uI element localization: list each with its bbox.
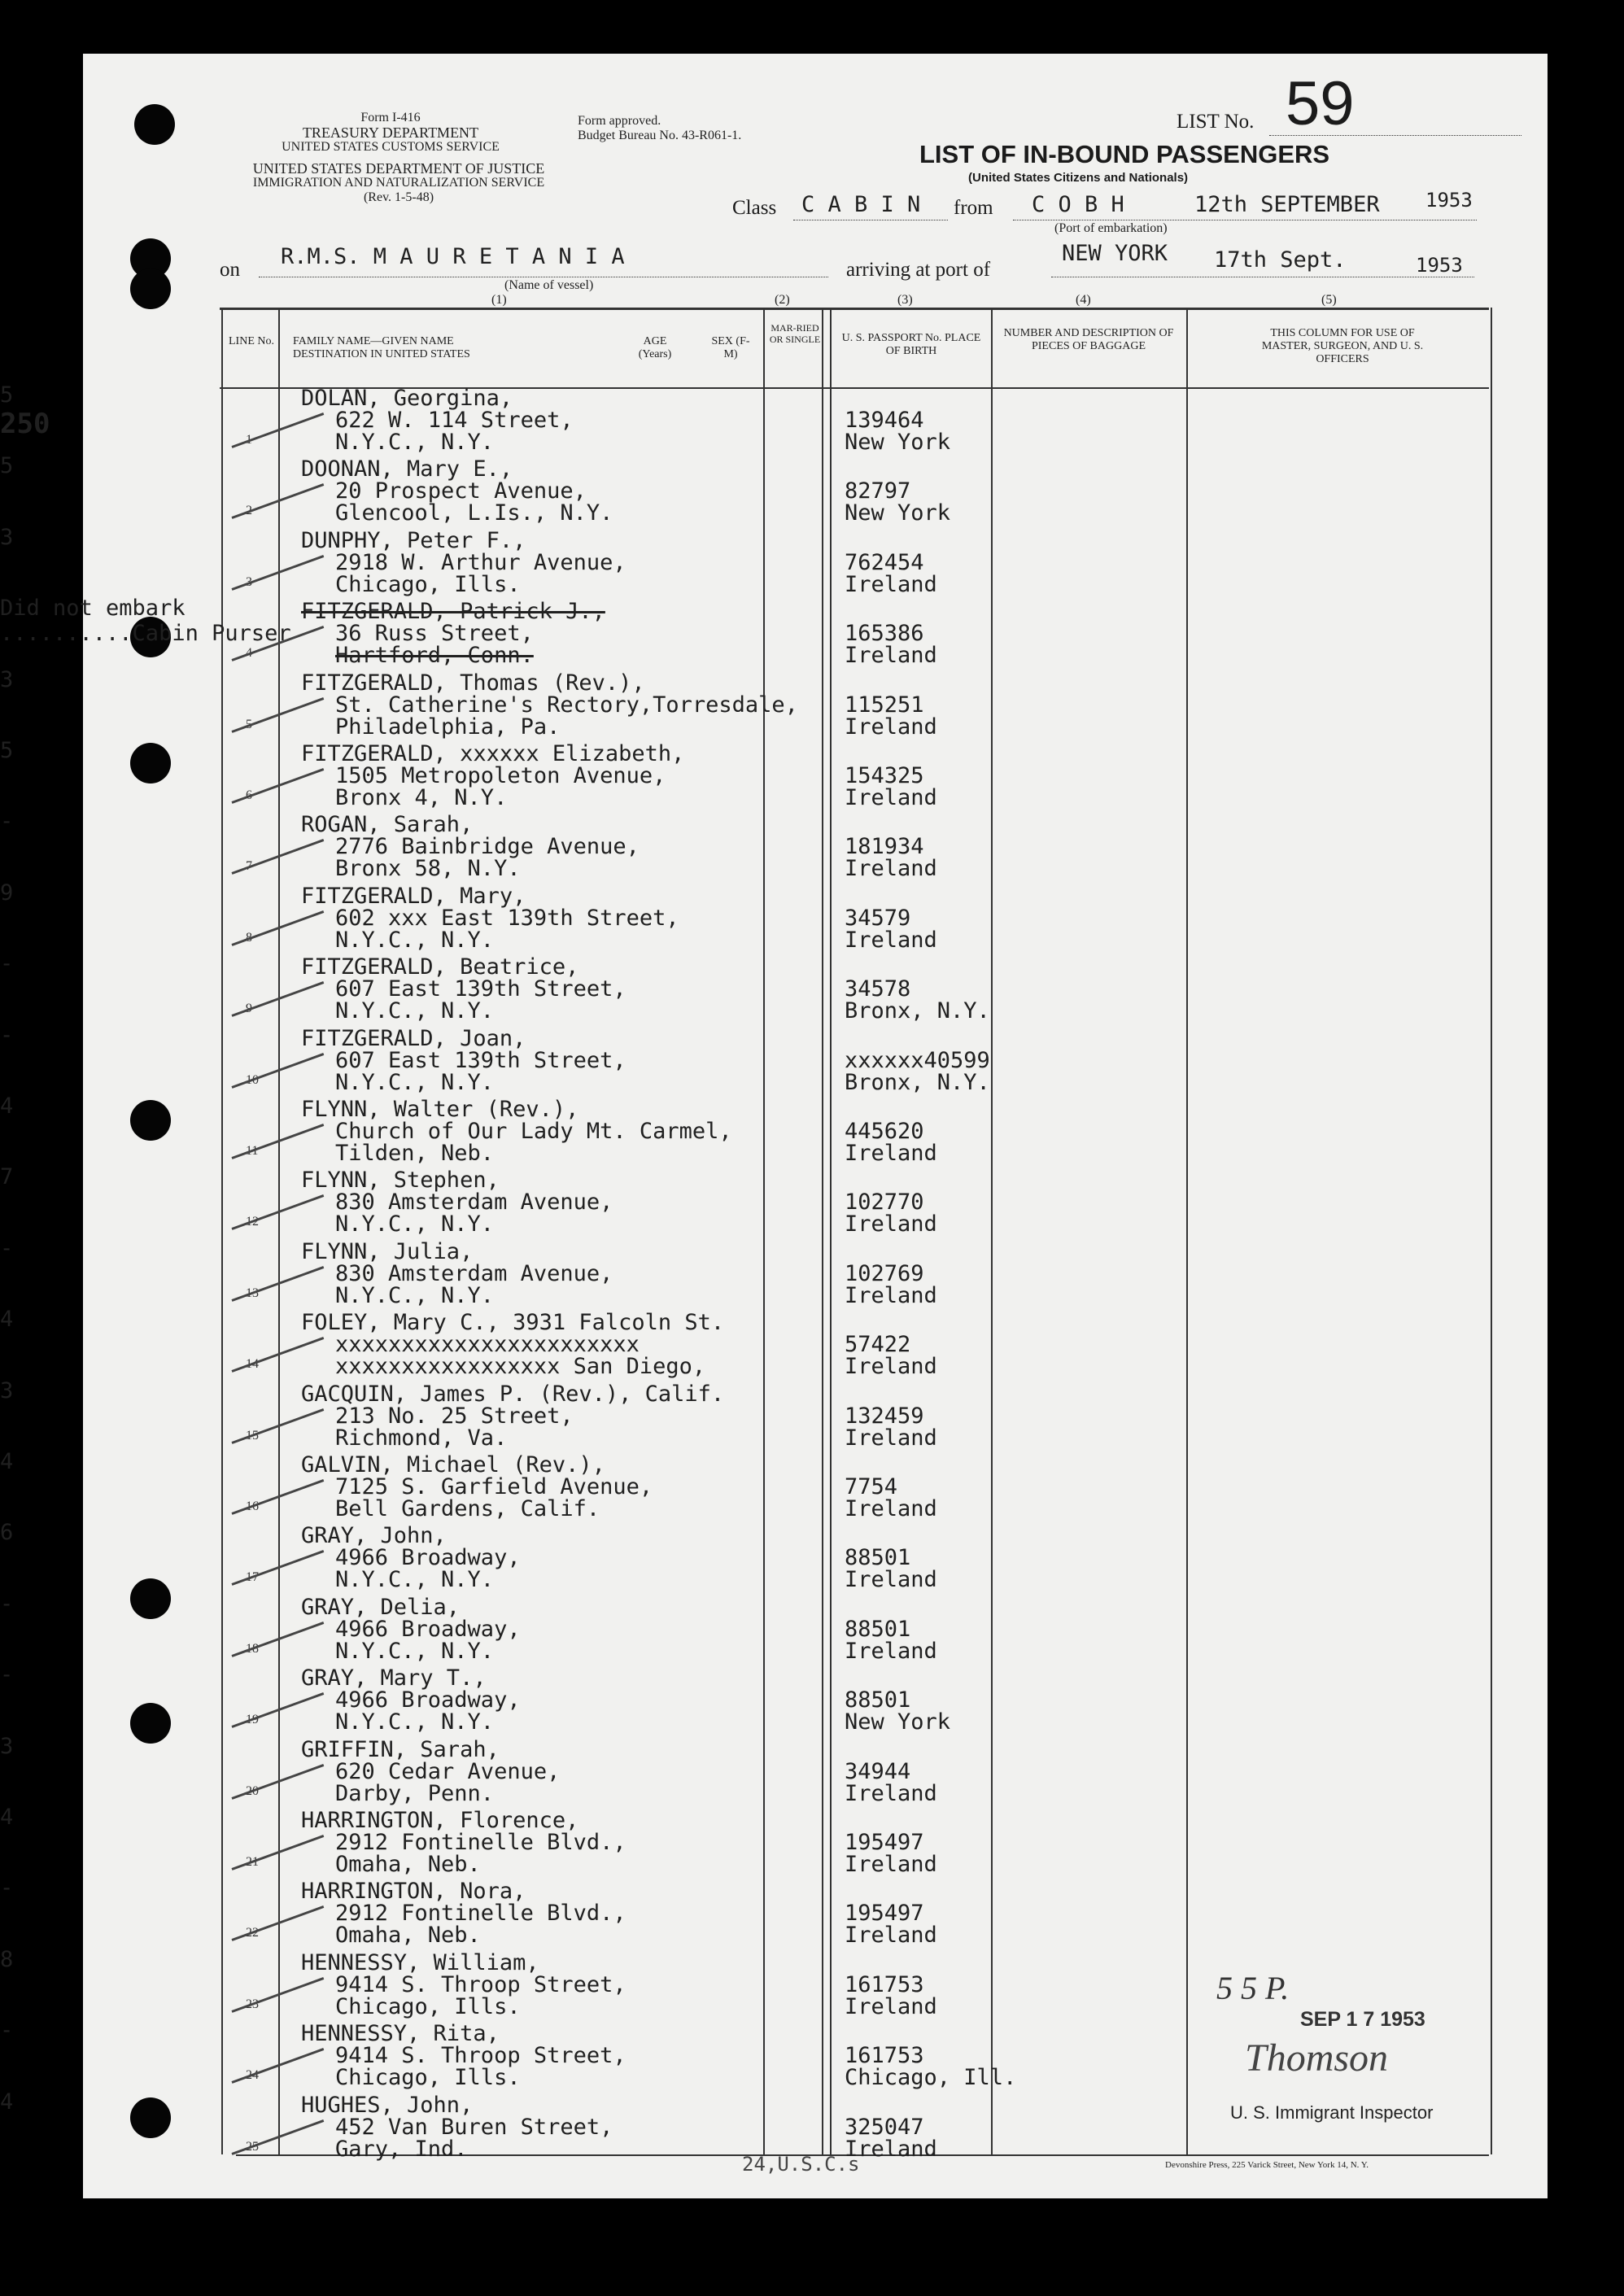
- passenger-city: N.Y.C., N.Y.: [335, 1709, 495, 1735]
- passport-number: 7754: [845, 1474, 898, 1499]
- place-of-birth: Chicago, Ill.: [845, 2065, 1017, 2091]
- baggage-count: -: [0, 1875, 14, 1901]
- place-of-birth: Ireland: [845, 1638, 937, 1664]
- baggage-count: Did not embark: [0, 596, 186, 622]
- baggage-count: 3: [0, 666, 14, 692]
- passenger-address: 452 Van Buren Street,: [335, 2114, 613, 2140]
- baggage-count: 5: [0, 453, 14, 479]
- line-number: 18: [246, 1641, 259, 1656]
- col-num-1: (1): [491, 293, 507, 307]
- passenger-city: N.Y.C., N.Y.: [335, 1211, 495, 1237]
- place-of-birth: Ireland: [845, 1496, 937, 1521]
- baggage-count: 3: [0, 524, 14, 550]
- from-label: from: [954, 197, 993, 219]
- baggage-count: -: [0, 1022, 14, 1048]
- passenger-address: 830 Amsterdam Avenue,: [335, 1189, 613, 1216]
- passenger-name: HENNESSY, William,: [301, 1949, 539, 1975]
- check-mark: [231, 1408, 324, 1444]
- line-number: 6: [246, 788, 252, 802]
- check-mark: [231, 2048, 324, 2084]
- place-of-birth: Ireland: [845, 1425, 937, 1451]
- check-mark: [231, 1479, 324, 1515]
- punch-hole: [130, 268, 171, 309]
- embarkation-caption: (Port of embarkation): [1054, 221, 1168, 235]
- place-of-birth: Ireland: [845, 1567, 937, 1593]
- baggage-count: -: [0, 2018, 14, 2044]
- line-number: 14: [246, 1357, 259, 1372]
- place-of-birth: Ireland: [845, 714, 937, 740]
- line-number: 25: [246, 2139, 259, 2154]
- baggage-count: 4: [0, 1093, 14, 1119]
- line-number: 22: [246, 1926, 259, 1940]
- baggage-count: 4: [0, 2089, 14, 2115]
- check-mark: [231, 839, 324, 875]
- baggage-count: -: [0, 951, 14, 977]
- printer-imprint: Devonshire Press, 225 Varick Street, New York 14, N. Y.: [1165, 2160, 1369, 2170]
- passenger-address: 4966 Broadway,: [335, 1687, 521, 1713]
- passenger-row: [0, 1449, 1624, 1520]
- form-number: Form I-416: [360, 111, 421, 124]
- passenger-address: 830 Amsterdam Avenue,: [335, 1260, 613, 1286]
- place-of-birth: Ireland: [845, 1852, 937, 1877]
- passenger-city: Glencool, L.Is., N.Y.: [335, 500, 613, 526]
- passenger-address: 9414 S. Throop Street,: [335, 2043, 626, 2069]
- passport-number: 88501: [845, 1616, 911, 1642]
- place-of-birth: Bronx, N.Y.: [845, 1069, 990, 1095]
- passenger-address: Church of Our Lady Mt. Carmel,: [335, 1119, 732, 1144]
- check-mark: [231, 483, 324, 519]
- passenger-name: FITZGERALD, Patrick J.,: [301, 599, 605, 625]
- passenger-row: [0, 951, 1624, 1022]
- line-number: 5: [246, 717, 252, 731]
- line-number: 13: [246, 1285, 259, 1300]
- baggage-count: -: [0, 1591, 14, 1617]
- check-mark: [231, 910, 324, 946]
- passport-number: 57422: [845, 1332, 911, 1358]
- passenger-row: [0, 880, 1624, 951]
- baggage-count: 5: [0, 382, 14, 408]
- passenger-name: GALVIN, Michael (Rev.),: [301, 1452, 605, 1478]
- line-number: 17: [246, 1570, 259, 1585]
- place-of-birth: Ireland: [845, 1141, 937, 1166]
- on-label: on: [220, 259, 240, 281]
- check-mark: [231, 2119, 324, 2155]
- passenger-city: Bronx 4, N.Y.: [335, 785, 508, 810]
- baggage-count: 3: [0, 1377, 14, 1403]
- col-header-sex: SEX (F-M): [711, 335, 750, 360]
- passenger-row: [0, 1875, 1624, 1949]
- line-number: 11: [246, 1144, 259, 1158]
- embarkation-date: 12th SEPTEMBER: [1194, 192, 1380, 217]
- baggage-count: 8: [0, 1946, 14, 1972]
- passport-number: 154325: [845, 763, 924, 788]
- baggage-count: 9: [0, 880, 14, 906]
- col-num-5: (5): [1321, 293, 1337, 307]
- passenger-name: GRAY, Mary T.,: [301, 1665, 487, 1691]
- officer-note: 250: [0, 408, 50, 440]
- passenger-city: Gary, Ind.: [335, 2136, 468, 2162]
- place-of-birth: Ireland: [845, 1923, 937, 1949]
- passenger-city: Philadelphia, Pa.: [335, 714, 561, 740]
- place-of-birth: Ireland: [845, 785, 937, 810]
- passenger-row: [0, 1378, 1624, 1449]
- embarkation-year: 1953: [1425, 189, 1473, 212]
- place-of-birth: Ireland: [845, 1780, 937, 1806]
- vessel-caption: (Name of vessel): [504, 278, 594, 292]
- passenger-address: 622 W. 114 Street,: [335, 408, 574, 433]
- passenger-row: [0, 809, 1624, 880]
- col-num-3: (3): [897, 293, 913, 307]
- passenger-city: Chicago, Ills.: [335, 571, 521, 597]
- col-header-officers: THIS COLUMN FOR USE OF MASTER, SURGEON, AND U. S. OFFICERS: [1261, 327, 1424, 365]
- col-header-line-no: LINE No.: [229, 335, 274, 347]
- passenger-name: HARRINGTON, Nora,: [301, 1879, 526, 1905]
- passenger-city: Chicago, Ills.: [335, 1993, 521, 2019]
- passenger-address: 2776 Bainbridge Avenue,: [335, 834, 640, 860]
- passenger-name: GRAY, John,: [301, 1523, 447, 1549]
- passenger-address: 620 Cedar Avenue,: [335, 1758, 561, 1784]
- place-of-birth: Ireland: [845, 1354, 937, 1380]
- check-mark: [231, 1266, 324, 1302]
- arrival-date: 17th Sept.: [1214, 247, 1347, 273]
- passport-number: 181934: [845, 834, 924, 860]
- passport-number: 762454: [845, 549, 924, 575]
- passenger-city: Hartford, Conn.: [335, 643, 534, 669]
- col-header-name: FAMILY NAME—GIVEN NAME DESTINATION IN UNITED STATES: [293, 335, 470, 360]
- passenger-city: N.Y.C., N.Y.: [335, 430, 495, 455]
- passport-number: 325047: [845, 2114, 924, 2140]
- passenger-name: GRIFFIN, Sarah,: [301, 1736, 500, 1762]
- passport-number: 445620: [845, 1119, 924, 1144]
- passenger-address: xxxxxxxxxxxxxxxxxxxxxxx: [335, 1332, 640, 1358]
- passenger-city: Richmond, Va.: [335, 1425, 508, 1451]
- passport-number: 161753: [845, 1971, 924, 1997]
- passport-number: 165386: [845, 621, 924, 647]
- passenger-city: Bell Gardens, Calif.: [335, 1496, 600, 1521]
- passport-number: xxxxxx40599: [845, 1047, 990, 1073]
- line-number: 23: [246, 1997, 259, 2011]
- justice-dept: UNITED STATES DEPARTMENT OF JUSTICE: [252, 160, 545, 177]
- baggage-count: 7: [0, 1164, 14, 1190]
- passenger-name: DOONAN, Mary E.,: [301, 456, 513, 482]
- passport-number: 34578: [845, 976, 911, 1002]
- passenger-name: FLYNN, Stephen,: [301, 1168, 500, 1194]
- class-value: C A B I N: [801, 192, 921, 217]
- line-number: 20: [246, 1783, 259, 1798]
- passenger-address: 2912 Fontinelle Blvd.,: [335, 1830, 626, 1855]
- place-of-birth: Ireland: [845, 1211, 937, 1237]
- passenger-name: FITZGERALD, Beatrice,: [301, 954, 579, 980]
- line-number: 2: [246, 504, 252, 518]
- passenger-city: Darby, Penn.: [335, 1780, 495, 1806]
- passenger-address: 213 No. 25 Street,: [335, 1403, 574, 1429]
- passenger-address: 2918 W. Arthur Avenue,: [335, 549, 626, 575]
- passenger-city: N.Y.C., N.Y.: [335, 998, 495, 1024]
- bottom-note: 24,U.S.C.s: [742, 2153, 860, 2176]
- inspector-title: U. S. Immigrant Inspector: [1230, 2102, 1434, 2123]
- col-num-4: (4): [1076, 293, 1091, 307]
- passport-number: 88501: [845, 1687, 911, 1713]
- passenger-name: FITZGERALD, xxxxxx Elizabeth,: [301, 741, 685, 766]
- stamp-date: SEP 1 7 1953: [1300, 2008, 1425, 2031]
- passenger-name: HENNESSY, Rita,: [301, 2021, 500, 2047]
- place-of-birth: New York: [845, 1709, 951, 1735]
- check-mark: [231, 1550, 324, 1586]
- passenger-city: Omaha, Neb.: [335, 1923, 481, 1949]
- punch-hole: [134, 104, 175, 145]
- document-subtitle: (United States Citizens and Nationals): [968, 171, 1189, 185]
- check-mark: [231, 1337, 324, 1373]
- passenger-row: [0, 1023, 1624, 1093]
- passenger-row: [0, 382, 1624, 453]
- passenger-name: HARRINGTON, Florence,: [301, 1808, 579, 1833]
- line-number: 12: [246, 1215, 259, 1229]
- inspector-signature: Thomson: [1245, 2036, 1389, 2080]
- passenger-row: [0, 525, 1624, 596]
- check-mark: [231, 981, 324, 1017]
- passport-number: 102769: [845, 1260, 924, 1286]
- place-of-birth: New York: [845, 500, 951, 526]
- passenger-row: [0, 1093, 1624, 1164]
- place-of-birth: New York: [845, 430, 951, 455]
- passenger-address: 607 East 139th Street,: [335, 976, 626, 1002]
- check-mark: [231, 768, 324, 804]
- passenger-address: 4966 Broadway,: [335, 1545, 521, 1571]
- col-header-baggage: NUMBER AND DESCRIPTION OF PIECES OF BAGGAGE: [1003, 327, 1174, 352]
- port-of-embarkation: C O B H: [1032, 192, 1124, 217]
- passport-number: 195497: [845, 1830, 924, 1855]
- passenger-address: 36 Russ Street,: [335, 621, 534, 647]
- passenger-city: Omaha, Neb.: [335, 1852, 481, 1877]
- passenger-row: [0, 1591, 1624, 1662]
- baggage-count: -: [0, 1235, 14, 1261]
- passenger-address: 602 xxx East 139th Street,: [335, 905, 679, 931]
- passenger-city: Tilden, Neb.: [335, 1141, 495, 1166]
- passport-number: 132459: [845, 1403, 924, 1429]
- place-of-birth: Ireland: [845, 856, 937, 882]
- passenger-city: N.Y.C., N.Y.: [335, 1069, 495, 1095]
- passport-number: 195497: [845, 1901, 924, 1927]
- passport-number: 82797: [845, 478, 911, 504]
- arrival-year: 1953: [1416, 254, 1463, 277]
- baggage-count: 5: [0, 738, 14, 763]
- passenger-row: [0, 1662, 1624, 1733]
- passenger-address: 4966 Broadway,: [335, 1616, 521, 1642]
- line-number: 16: [246, 1499, 259, 1513]
- line-number: 15: [246, 1428, 259, 1443]
- baggage-count: 6: [0, 1520, 14, 1546]
- baggage-count: 4: [0, 1307, 14, 1333]
- list-no-label: LIST No.: [1177, 111, 1255, 133]
- line-number: 3: [246, 574, 252, 589]
- place-of-birth: Ireland: [845, 643, 937, 669]
- arrival-port: NEW YORK: [1062, 241, 1168, 266]
- col-num-2: (2): [775, 293, 790, 307]
- passenger-city: N.Y.C., N.Y.: [335, 1282, 495, 1308]
- passenger-name: FITZGERALD, Mary,: [301, 883, 526, 909]
- passenger-row: [0, 2089, 1624, 2160]
- line-number: 8: [246, 930, 252, 945]
- passenger-row: [0, 1947, 1624, 2018]
- place-of-birth: Ireland: [845, 2136, 937, 2162]
- passenger-name: FITZGERALD, Joan,: [301, 1025, 526, 1051]
- passenger-name: FLYNN, Walter (Rev.),: [301, 1097, 579, 1122]
- check-mark: [231, 555, 324, 591]
- passport-number: 139464: [845, 408, 924, 433]
- passenger-row: [0, 1805, 1624, 1875]
- place-of-birth: Ireland: [845, 1282, 937, 1308]
- line-number: 24: [246, 2068, 259, 2083]
- form-number-block: [277, 111, 504, 155]
- check-mark: [231, 1622, 324, 1657]
- passenger-name: FLYNN, Julia,: [301, 1238, 474, 1264]
- line-number: 10: [246, 1072, 259, 1087]
- form-approved: Form approved.: [578, 114, 661, 128]
- check-mark: [231, 1764, 324, 1800]
- passenger-address: 1505 Metropoleton Avenue,: [335, 763, 666, 788]
- place-of-birth: Bronx, N.Y.: [845, 998, 990, 1024]
- budget-bureau: Budget Bureau No. 43-R061-1.: [578, 129, 742, 142]
- passenger-row: [0, 1520, 1624, 1591]
- passenger-row: [0, 453, 1624, 524]
- passenger-row: [0, 1734, 1624, 1805]
- passenger-address: 2912 Fontinelle Blvd.,: [335, 1901, 626, 1927]
- passenger-city: Chicago, Ills.: [335, 2065, 521, 2091]
- passenger-address: 9414 S. Throop Street,: [335, 1971, 626, 1997]
- arriving-label: arriving at port of: [846, 259, 991, 281]
- passenger-city: N.Y.C., N.Y.: [335, 1638, 495, 1664]
- justice-block: [212, 161, 586, 205]
- vessel-name: R.M.S. M A U R E T A N I A: [281, 244, 625, 269]
- baggage-count: 3: [0, 1733, 14, 1759]
- passenger-city: xxxxxxxxxxxxxxxxx San Diego,: [335, 1354, 706, 1380]
- passenger-city: N.Y.C., N.Y.: [335, 927, 495, 953]
- passenger-address: 20 Prospect Avenue,: [335, 478, 587, 504]
- passenger-row: [0, 1307, 1624, 1380]
- stamp-initials: 5 5 P.: [1216, 1970, 1290, 2006]
- passenger-row: [0, 1164, 1624, 1235]
- passport-number: 88501: [845, 1545, 911, 1571]
- passenger-address: 7125 S. Garfield Avenue,: [335, 1474, 653, 1499]
- passport-number: 102770: [845, 1189, 924, 1216]
- check-mark: [231, 1194, 324, 1230]
- line-number: 21: [246, 1855, 259, 1869]
- check-mark: [231, 1835, 324, 1870]
- passenger-row: [0, 596, 1624, 669]
- passenger-row: [0, 667, 1624, 738]
- officer-note: ..........Cabin Purser: [0, 621, 291, 647]
- passenger-name: DUNPHY, Peter F.,: [301, 527, 526, 553]
- passport-number: 115251: [845, 692, 924, 718]
- passenger-name: DOLAN, Georgina,: [301, 386, 513, 411]
- passport-number: 34579: [845, 905, 911, 931]
- passenger-city: Bronx 58, N.Y.: [335, 856, 521, 882]
- col-header-passport: U. S. PASSPORT No. PLACE OF BIRTH: [841, 332, 981, 357]
- passenger-row: [0, 738, 1624, 809]
- place-of-birth: Ireland: [845, 571, 937, 597]
- line-number: 1: [246, 433, 252, 447]
- passenger-name: FOLEY, Mary C., 3931 Falcoln St.: [301, 1310, 725, 1336]
- col-header-married: MAR-RIED OR SINGLE: [769, 322, 821, 345]
- passenger-address: St. Catherine's Rectory,Torresdale,: [335, 692, 798, 718]
- passenger-name: GACQUIN, James P. (Rev.), Calif.: [301, 1381, 725, 1407]
- passenger-name: ROGAN, Sarah,: [301, 812, 474, 838]
- passenger-address: 607 East 139th Street,: [335, 1047, 626, 1073]
- list-number-handwritten: 59: [1286, 69, 1355, 138]
- line-number: 9: [246, 1002, 252, 1016]
- passenger-name: GRAY, Delia,: [301, 1594, 461, 1620]
- baggage-count: -: [0, 1662, 14, 1688]
- document-title: LIST OF IN-BOUND PASSENGERS: [919, 140, 1330, 168]
- baggage-count: -: [0, 809, 14, 835]
- check-mark: [231, 1692, 324, 1728]
- customs-service: UNITED STATES CUSTOMS SERVICE: [282, 140, 500, 154]
- place-of-birth: Ireland: [845, 927, 937, 953]
- class-label: Class: [732, 197, 777, 219]
- col-header-age: AGE (Years): [638, 335, 672, 360]
- passenger-name: FITZGERALD, Thomas (Rev.),: [301, 670, 645, 696]
- line-number: 19: [246, 1713, 259, 1727]
- passenger-city: N.Y.C., N.Y.: [335, 1567, 495, 1593]
- baggage-count: 4: [0, 1449, 14, 1474]
- form-revision: (Rev. 1-5-48): [363, 190, 434, 204]
- check-mark: [231, 1977, 324, 2013]
- treasury-dept: TREASURY DEPARTMENT: [302, 124, 479, 141]
- approval-block: [578, 114, 741, 143]
- check-mark: [231, 1905, 324, 1941]
- passport-number: 161753: [845, 2043, 924, 2069]
- line-number: 7: [246, 859, 252, 874]
- passenger-name: HUGHES, John,: [301, 2092, 474, 2118]
- check-mark: [231, 1053, 324, 1089]
- passenger-row: [0, 1236, 1624, 1307]
- baggage-count: 4: [0, 1805, 14, 1830]
- check-mark: [231, 697, 324, 733]
- line-number: 4: [246, 646, 252, 661]
- check-mark: [231, 1124, 324, 1159]
- ins-service: IMMIGRATION AND NATURALIZATION SERVICE: [252, 176, 545, 190]
- passport-number: 34944: [845, 1758, 911, 1784]
- place-of-birth: Ireland: [845, 1993, 937, 2019]
